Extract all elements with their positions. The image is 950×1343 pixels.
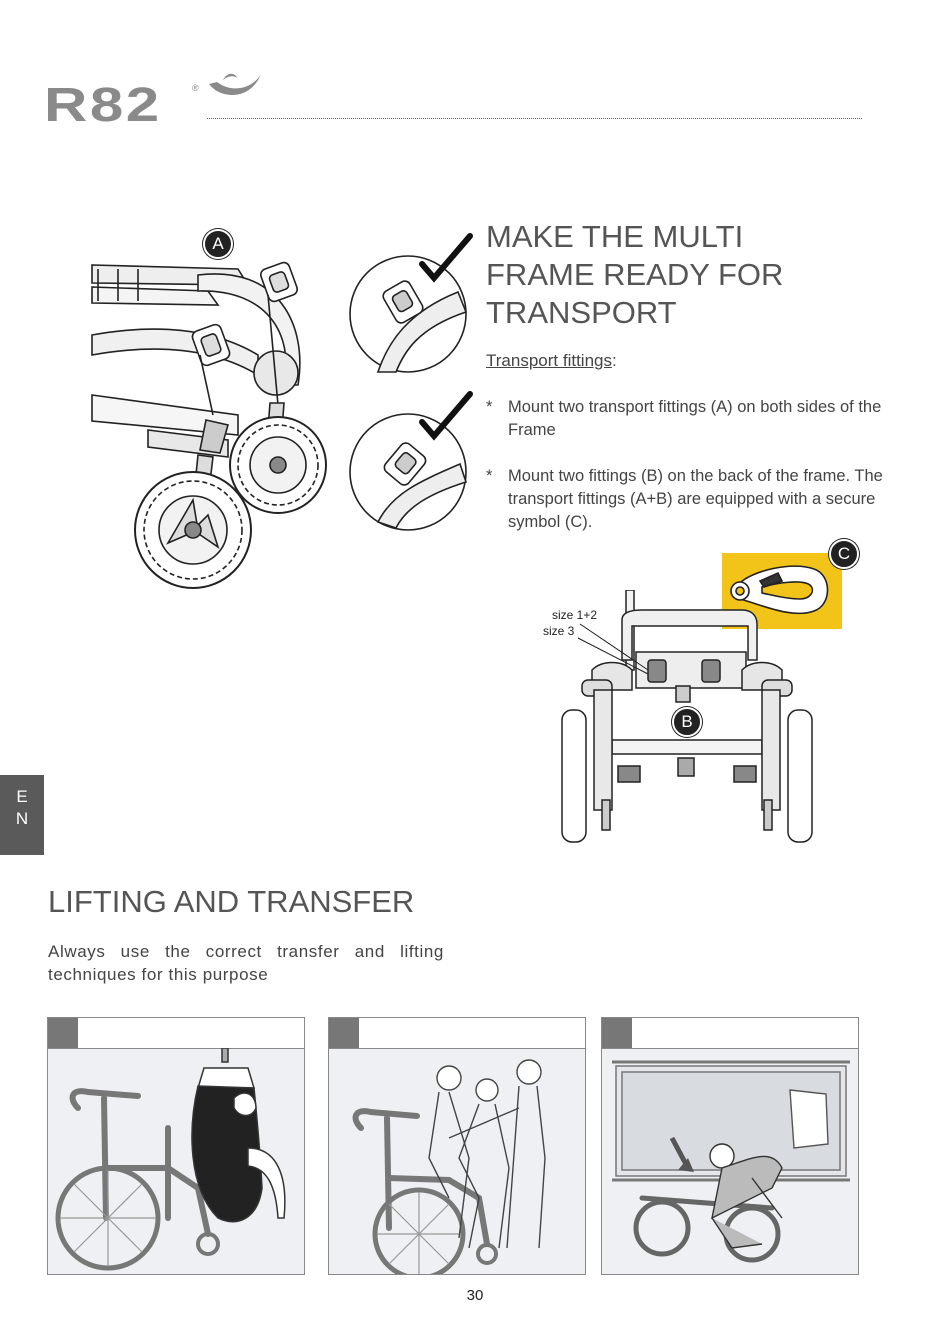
registered-mark: ® [192,83,199,93]
r82-logo: R82 [44,79,162,132]
page-number: 30 [466,1287,484,1304]
transport-subheading [486,351,617,371]
size-label-1-2: size 1+2 [552,608,598,622]
label-a: A [203,229,233,259]
two-person-transfer-illustration [329,1048,585,1274]
transport-subheading-text: Transport fittings [486,351,612,370]
header-dotted-rule [207,118,862,119]
panel-header [602,1018,858,1049]
detail-circles-illustration [348,232,476,534]
panel-number [329,1018,359,1048]
lifting-panel-1 [47,1017,305,1275]
label-c: C [829,539,859,569]
bullet-star: * [486,467,493,485]
bullet-text: Mount two fittings (B) on the back of the frame. The transport fittings (A+B) are equipped with a secure symbol (C). [508,467,883,531]
bed-transfer-illustration [602,1048,858,1274]
bullet-star: * [486,398,493,416]
transport-title-line-3: TRANSPORT [486,295,677,330]
logo-swoosh-icon [203,66,267,104]
transport-title-line-2: FRAME READY FOR [486,257,784,292]
bullet-text: Mount two transport fittings (A) on both sides of the Frame [508,398,882,439]
panel-number [602,1018,632,1048]
label-b: B [672,707,702,737]
lifting-text: Always use the correct transfer and lifting techniques for this purpose [48,942,444,984]
transport-subheading-colon: : [611,351,617,370]
transport-bullet [486,396,886,442]
language-tab [0,775,44,855]
transport-bullet [486,465,886,534]
transport-title-line-1: MAKE THE MULTI [486,219,744,254]
transport-title [486,218,906,332]
lifting-panel-3 [601,1017,859,1275]
lifting-title: LIFTING AND TRANSFER [48,884,415,919]
lifting-panel-2 [328,1017,586,1275]
sling-lift-illustration [48,1048,304,1274]
panel-header [329,1018,585,1049]
panel-number [48,1018,78,1048]
lang-tab-letter-e: E [16,787,28,806]
size-label-3: size 3 [543,624,575,638]
panel-header [48,1018,304,1049]
frame-wheels-illustration [88,225,338,620]
lang-tab-letter-n: N [15,809,29,828]
